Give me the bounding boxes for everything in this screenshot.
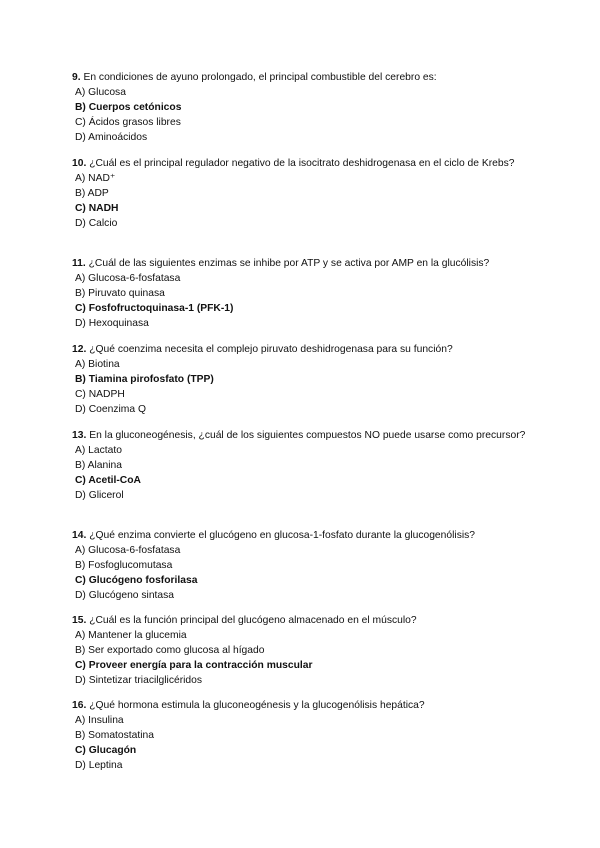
option-c-correct: C) Acetil-CoA xyxy=(75,475,141,486)
option-d: D) Calcio xyxy=(75,218,118,229)
question-10 xyxy=(72,156,532,231)
option-a: A) Mantener la glucemia xyxy=(75,630,187,641)
option-b-correct: B) Cuerpos cetónicos xyxy=(75,102,182,113)
question-13 xyxy=(72,428,532,503)
option-d: D) Hexoquinasa xyxy=(75,318,149,329)
option-b: B) Fosfoglucomutasa xyxy=(75,560,173,571)
option-d: D) Glicerol xyxy=(75,490,124,501)
question-15 xyxy=(72,613,532,688)
question-text: En la gluconeogénesis, ¿cuál de los siguientes compuestos NO puede usarse como precursor? xyxy=(89,430,526,441)
option-c-correct: C) Proveer energía para la contracción muscular xyxy=(75,660,313,671)
question-text: ¿Qué coenzima necesita el complejo piruvato deshidrogenasa para su función? xyxy=(89,344,453,355)
option-d: D) Leptina xyxy=(75,760,123,771)
option-c-correct: C) Glucógeno fosforilasa xyxy=(75,575,198,586)
question-number: 14. xyxy=(72,530,87,541)
option-b: B) Alanina xyxy=(75,460,122,471)
option-c: C) NADPH xyxy=(75,389,125,400)
option-a: A) Glucosa xyxy=(75,87,126,98)
option-c-correct: C) Glucagón xyxy=(75,745,137,756)
option-d: D) Glucógeno sintasa xyxy=(75,590,175,601)
question-14 xyxy=(72,528,532,603)
option-a: A) Glucosa-6-fosfatasa xyxy=(75,273,181,284)
option-a: A) Glucosa-6-fosfatasa xyxy=(75,545,181,556)
question-16 xyxy=(72,698,532,773)
option-b-correct: B) Tiamina pirofosfato (TPP) xyxy=(75,374,214,385)
question-number: 16. xyxy=(72,700,87,711)
question-text: ¿Cuál de las siguientes enzimas se inhibe por ATP y se activa por AMP en la glucólisis? xyxy=(88,258,490,269)
question-11 xyxy=(72,256,532,331)
option-d: D) Aminoácidos xyxy=(75,132,148,143)
option-a: A) Lactato xyxy=(75,445,122,456)
option-c-correct: C) NADH xyxy=(75,203,119,214)
question-12 xyxy=(72,342,532,417)
question-text: ¿Cuál es el principal regulador negativo de la isocitrato deshidrogenasa en el ciclo de Krebs? xyxy=(89,158,515,169)
question-text: ¿Qué enzima convierte el glucógeno en glucosa-1-fosfato durante la glucogenólisis? xyxy=(89,530,475,541)
option-c: C) Ácidos grasos libres xyxy=(75,117,181,128)
question-text: ¿Cuál es la función principal del glucógeno almacenado en el músculo? xyxy=(89,615,417,626)
question-9 xyxy=(72,70,532,145)
option-d: D) Sintetizar triacilglicéridos xyxy=(75,675,203,686)
option-a: A) NAD⁺ xyxy=(75,173,116,184)
option-a: A) Insulina xyxy=(75,715,124,726)
option-a: A) Biotina xyxy=(75,359,120,370)
option-b: B) ADP xyxy=(75,188,109,199)
option-b: B) Somatostatina xyxy=(75,730,154,741)
option-b: B) Piruvato quinasa xyxy=(75,288,165,299)
question-number: 9. xyxy=(72,72,81,83)
question-number: 10. xyxy=(72,158,87,169)
question-number: 11. xyxy=(72,258,86,269)
option-c-correct: C) Fosfofructoquinasa-1 (PFK-1) xyxy=(75,303,234,314)
option-b: B) Ser exportado como glucosa al hígado xyxy=(75,645,265,656)
question-number: 15. xyxy=(72,615,87,626)
question-number: 13. xyxy=(72,430,87,441)
question-text: En condiciones de ayuno prolongado, el principal combustible del cerebro es: xyxy=(83,72,437,83)
question-text: ¿Qué hormona estimula la gluconeogénesis y la glucogenólisis hepática? xyxy=(89,700,425,711)
question-number: 12. xyxy=(72,344,87,355)
option-d: D) Coenzima Q xyxy=(75,404,146,415)
